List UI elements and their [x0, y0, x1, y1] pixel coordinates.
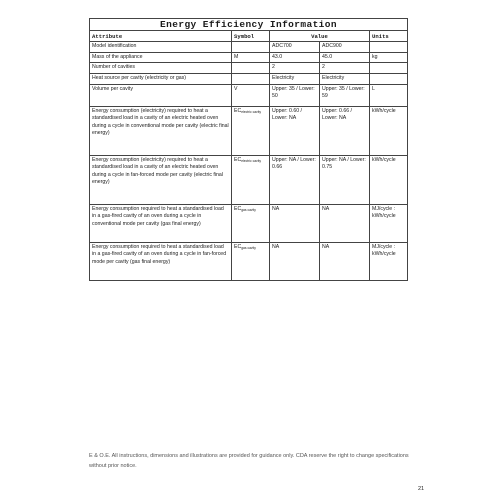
value-cell: Electricity	[320, 73, 370, 84]
table-row	[90, 42, 408, 53]
table-title: Energy Efficiency Information	[90, 19, 408, 31]
table-row	[90, 73, 408, 84]
energy-info-sheet	[89, 18, 407, 281]
units-cell: kWh/cycle	[370, 106, 408, 155]
table-row	[90, 204, 408, 242]
value-cell: Upper: NA / Lower: 0.75	[320, 155, 370, 204]
units-cell: MJ/cycle : kWh/cycle	[370, 242, 408, 280]
symbol-cell	[232, 63, 270, 74]
header-row	[90, 30, 408, 42]
value-cell: ADC700	[270, 42, 320, 53]
attribute-cell: Number of cavities	[90, 63, 232, 74]
symbol-cell	[232, 242, 270, 280]
symbol-cell	[232, 106, 270, 155]
page-number: 21	[418, 486, 425, 492]
value-cell: Upper: 35 / Lower: 50	[270, 84, 320, 106]
symbol-text: EC	[234, 205, 242, 212]
units-cell	[370, 63, 408, 74]
attribute-cell: Volume per cavity	[90, 84, 232, 106]
symbol-subscript: electric cavity	[241, 158, 262, 163]
attribute-cell: Energy consumption required to heat a standardised load in a gas-fired cavity of an oven during a cycle in fan-forced mode per cavity (gas final energy)	[90, 242, 232, 280]
symbol-cell: M	[232, 52, 270, 63]
value-cell: Upper: 35 / Lower: 59	[320, 84, 370, 106]
symbol-cell	[232, 204, 270, 242]
symbol-cell	[232, 42, 270, 53]
value-cell: NA	[320, 242, 370, 280]
value-cell: Upper: 0.60 / Lower: NA	[270, 106, 320, 155]
table-row	[90, 84, 408, 106]
symbol-subscript: electric cavity	[241, 109, 262, 114]
disclaimer-footer: E & O.E. All instructions, dimensions and illustrations are provided for guidance only. CDA reserve the right to change specifications without prior notice.	[89, 453, 409, 469]
value-cell: NA	[270, 242, 320, 280]
symbol-subscript: gas cavity	[241, 207, 256, 212]
value-cell: Upper: NA / Lower: 0.66	[270, 155, 320, 204]
value-cell: 2	[270, 63, 320, 74]
attribute-cell: Energy consumption (electricity) required to heat a standardised load in a cavity of an electric heated oven during a cycle in conventional mode per cavity (electric final energy)	[90, 106, 232, 155]
units-cell: MJ/cycle : kWh/cycle	[370, 204, 408, 242]
attribute-cell: Model identification	[90, 42, 232, 53]
table-row	[90, 106, 408, 155]
value-cell: Electricity	[270, 73, 320, 84]
value-cell: NA	[320, 204, 370, 242]
attribute-cell: Mass of the appliance	[90, 52, 232, 63]
table-row	[90, 242, 408, 280]
header-symbol: Symbol	[232, 30, 270, 42]
value-cell: 45.0	[320, 52, 370, 63]
header-units: Units	[370, 30, 408, 42]
value-cell: 43.0	[270, 52, 320, 63]
attribute-cell: Energy consumption required to heat a standardised load in a gas-fired cavity of an oven during a cycle in conventional mode per cavity (gas final energy)	[90, 204, 232, 242]
table-row	[90, 155, 408, 204]
header-value: Value	[270, 30, 370, 42]
table-row	[90, 63, 408, 74]
attribute-cell: Energy consumption (electricity) required to heat a standardised load in a cavity of an electric heated oven during a cycle in fan-forced mode per cavity (electric final energy)	[90, 155, 232, 204]
symbol-text: EC	[234, 243, 242, 250]
units-cell	[370, 42, 408, 53]
energy-efficiency-table	[89, 18, 408, 281]
symbol-text: EC	[234, 156, 242, 163]
value-cell: ADC900	[320, 42, 370, 53]
table-row	[90, 52, 408, 63]
value-cell: NA	[270, 204, 320, 242]
value-cell: Upper: 0.66 / Lower: NA	[320, 106, 370, 155]
symbol-cell	[232, 73, 270, 84]
header-attribute: Attribute	[90, 30, 232, 42]
symbol-cell: V	[232, 84, 270, 106]
symbol-cell	[232, 155, 270, 204]
units-cell	[370, 73, 408, 84]
symbol-subscript: gas cavity	[241, 245, 256, 250]
symbol-text: EC	[234, 107, 242, 114]
units-cell: kWh/cycle	[370, 155, 408, 204]
value-cell: 2	[320, 63, 370, 74]
attribute-cell: Heat source per cavity (electricity or gas)	[90, 73, 232, 84]
units-cell: kg	[370, 52, 408, 63]
units-cell: L	[370, 84, 408, 106]
